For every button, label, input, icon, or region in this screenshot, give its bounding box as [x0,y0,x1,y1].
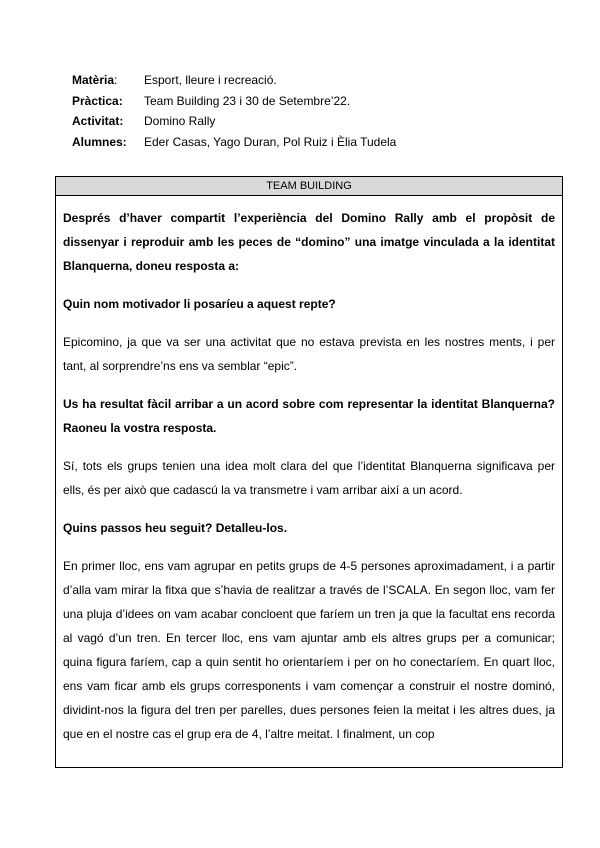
alumnes-label: Alumnes: [72,134,127,149]
meta-row-alumnes [72,132,396,153]
meta-row-practica [72,91,396,112]
materia-value: Esport, lleure i recreació. [144,73,277,87]
question-3: Quins passos heu seguit? Detalleu-los. [63,521,288,535]
meta-row-materia [72,70,396,91]
question-1: Quin nom motivador li posaríeu a aquest repte? [63,297,336,311]
materia-label: Matèria: [72,73,118,87]
alumnes-value: Eder Casas, Yago Duran, Pol Ruiz i Èlia Tudela [144,134,397,149]
practica-value: Team Building 23 i 30 de Setembre’22. [144,93,351,108]
document-header [72,70,396,152]
team-building-box [55,176,563,768]
activitat-value: Domino Rally [144,114,216,128]
box-content [56,196,562,746]
activitat-label: Activitat: [72,114,124,128]
answer-3: En primer lloc, ens vam agrupar en petits grups de 4-5 persones aproximadament, i a partir d’alla vam mirar la fitxa que s’havia de realitzar a través de l’SCALA. En segon lloc, vam fer una pluja d’idees on vam acabar concloent que faríem un tren ja que la facultat ens recorda al vagó d’un tren. En tercer lloc, ens vam ajuntar amb els altres grups per a comunicar; quina figura faríem, cap a quin sentit ho orientaríem i per on ho conectaríem. En quart lloc, ens vam ficar amb els grups corresponents i vam començar a construir el nostre dominó, dividint-nos la figura del tren per parelles, dues persones feien la meitat i les altres dues, ja que en el nostre cas el grup era de 4, l’altre meitat. I finalment, un cop [63,559,555,741]
answer-1: Epicomino, ja que va ser una activitat que no estava prevista en les nostres ments, i per tant, al sorprendre’ns ens va semblar “epic”. [63,335,555,373]
intro-text: Després d’haver compartit l’experiència del Domino Rally amb el propòsit de dissenyar i reproduir amb les peces de “domino” una imatge vinculada a la identitat Blanquerna, doneu resposta a: [63,211,555,273]
question-2: Us ha resultat fàcil arribar a un acord sobre com representar la identitat Blanquerna? Raoneu la vostra resposta. [63,397,555,435]
meta-row-activitat [72,111,396,132]
answer-2: Sí, tots els grups tenien una idea molt clara del que l’identitat Blanquerna significava per ells, és per això que cadascú la va transmetre i vam arribar així a un acord. [63,459,555,497]
box-header: TEAM BUILDING [56,177,562,196]
practica-label: Pràctica: [72,93,123,108]
